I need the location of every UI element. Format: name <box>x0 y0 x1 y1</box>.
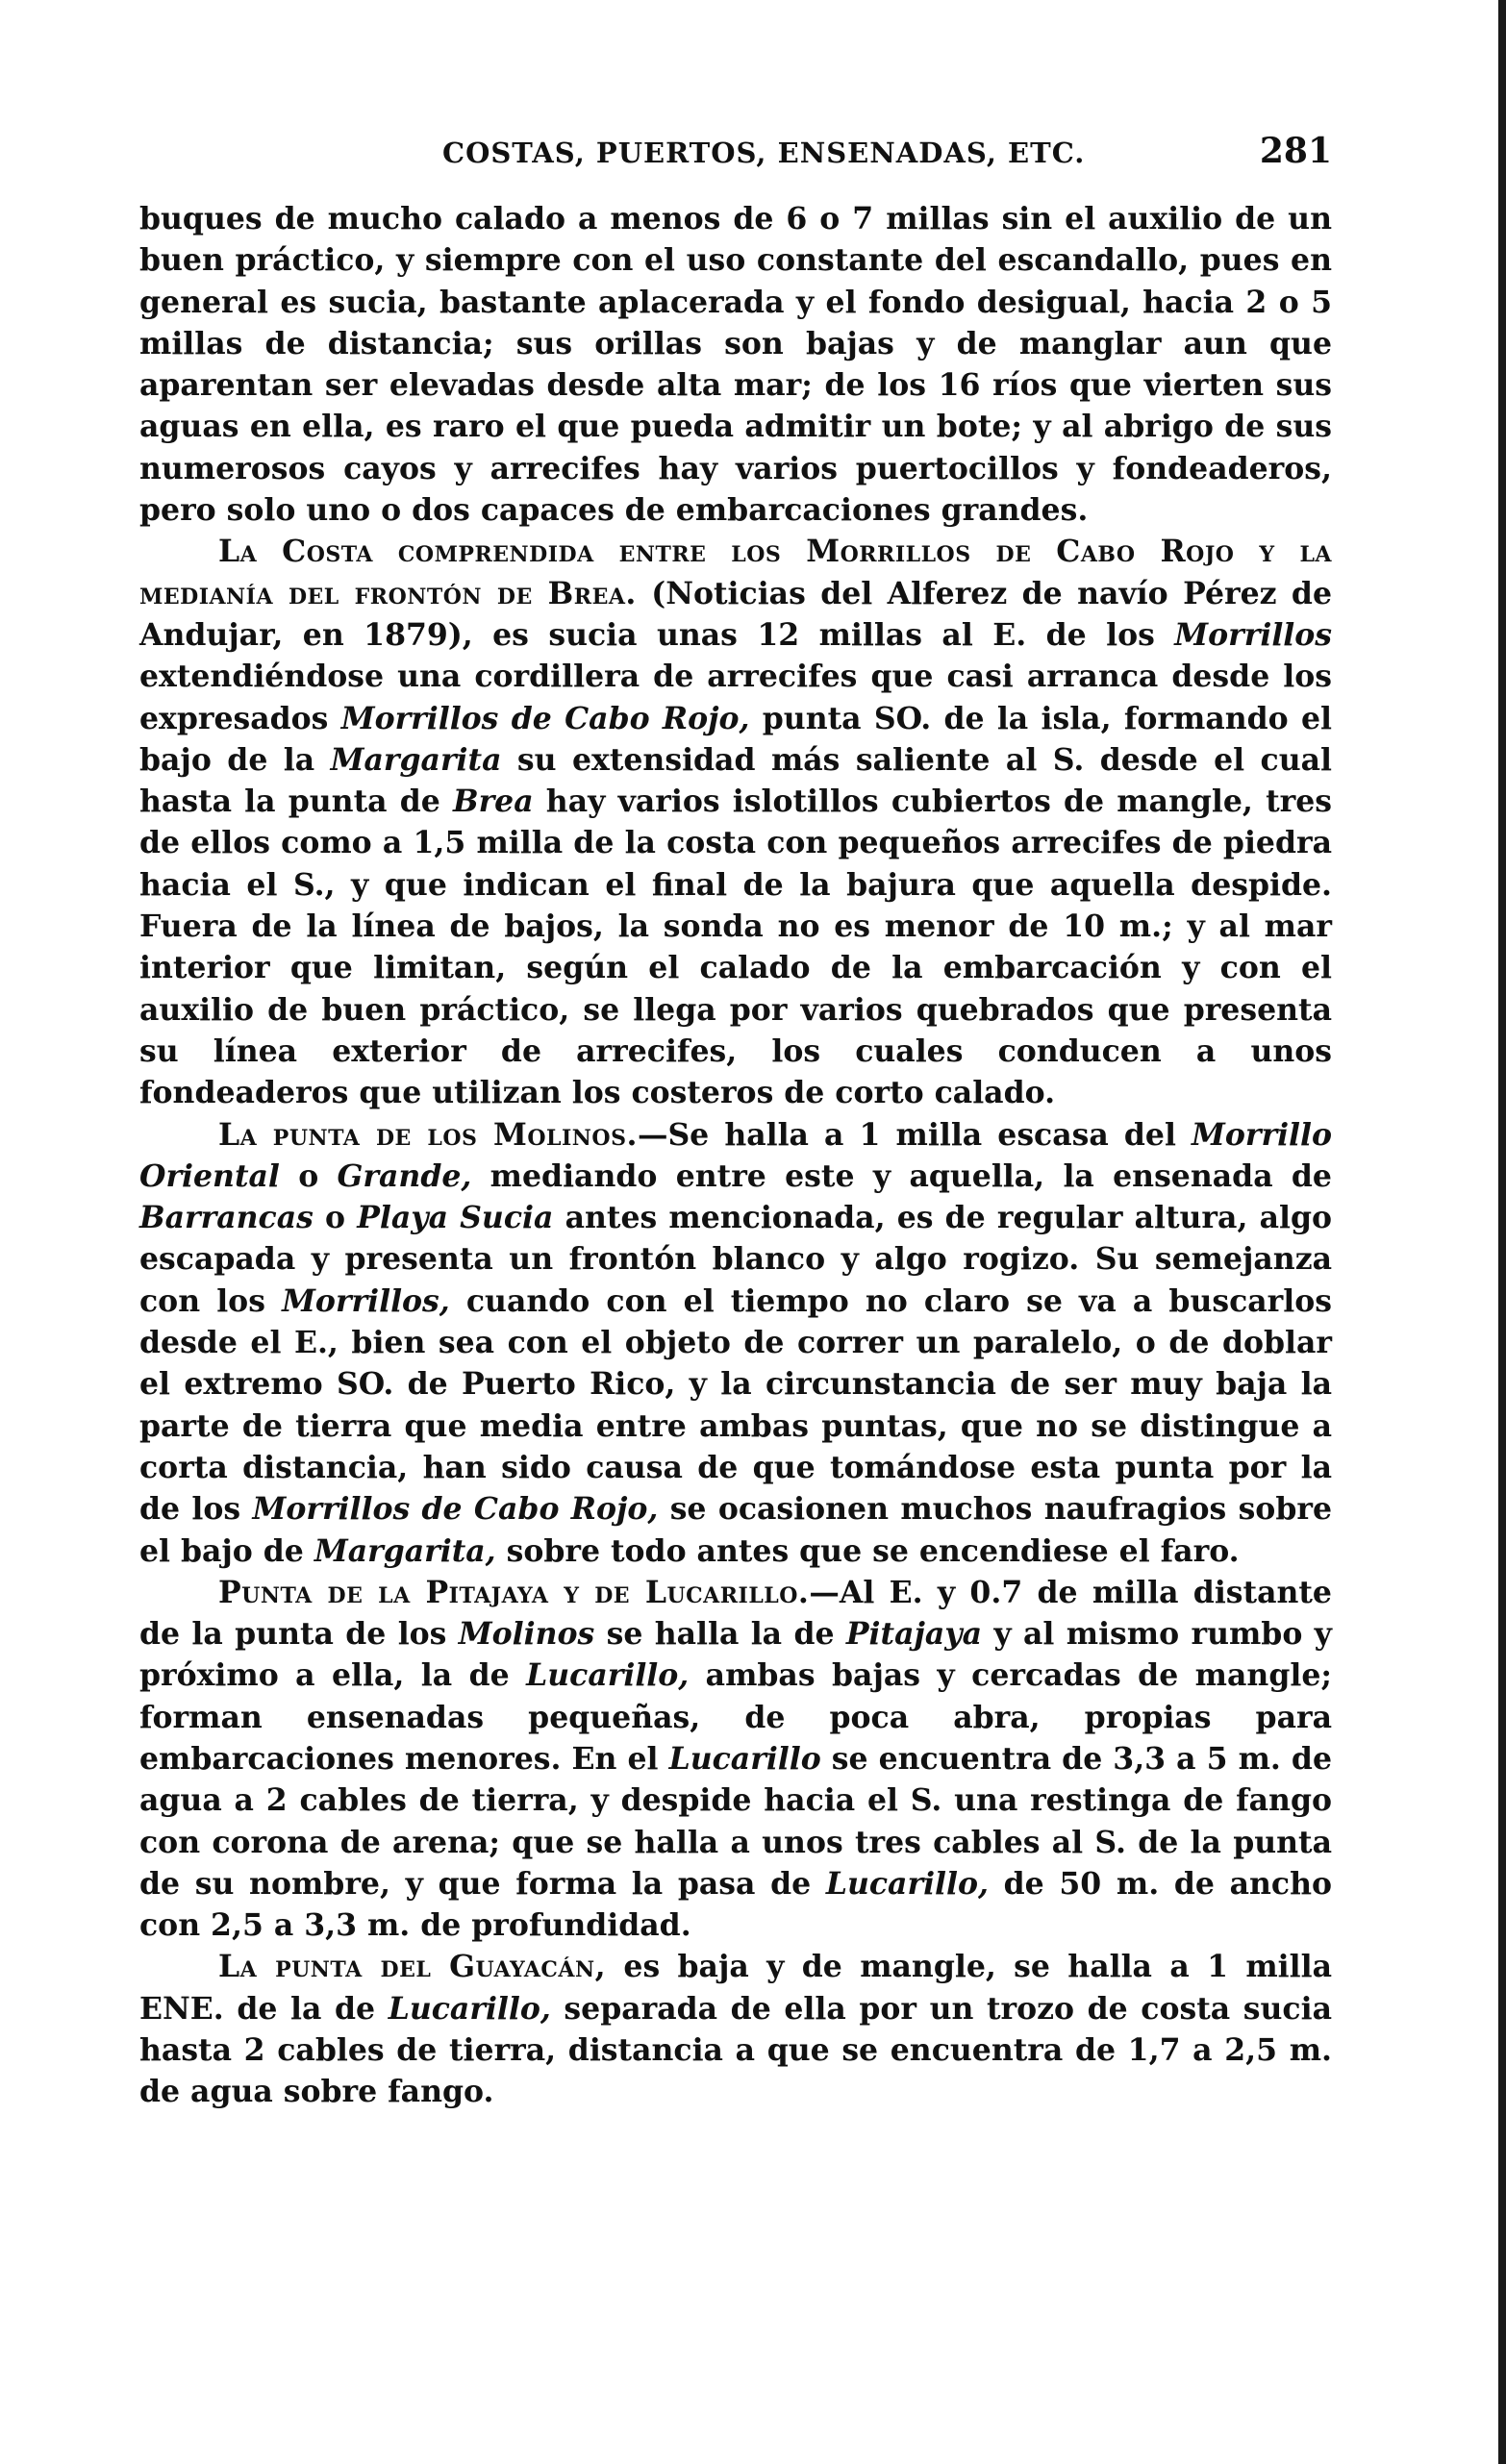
paragraph-text: sobre todo antes que se encendiese el faro. <box>495 1532 1240 1569</box>
place-name: Lucarillo, <box>388 1990 551 2027</box>
place-name: Morrillo Oriental <box>139 1116 1332 1194</box>
paragraph-text: de 50 m. de ancho con 2,5 a 3,3 m. de profundidad. <box>139 1865 1332 1944</box>
place-name: Margarita <box>330 741 502 778</box>
paragraph-text: cuando con el tiempo no claro se va a buscarlos desde el E., bien sea con el objeto de correr un paralelo, o de doblar el extremo SO. de Puerto Rico, y la circunstancia de ser muy baja la parte de tierra que media entre ambas puntas, que no se distingue a corta distancia, han sido causa de que tomándose esta punta por la de los <box>139 1282 1332 1528</box>
paragraph-text: su extensidad más saliente al S. desde el cual hasta la punta de <box>139 741 1333 820</box>
paragraph-text: se encuentra de 3,3 a 5 m. de agua a 2 cables de tierra, y despide hacia el S. una restinga de fango con corona de arena; que se halla a unos tres cables al S. de la punta de su nombre, y que forma la pasa de <box>139 1740 1332 1902</box>
section-heading: La punta de los Molinos. <box>218 1116 638 1153</box>
paragraph-costa-cabo-rojo <box>139 531 1332 1113</box>
scan-edge <box>1498 0 1506 2464</box>
place-name: Margarita, <box>314 1532 496 1569</box>
paragraph-punta-guayacan <box>139 1946 1332 2112</box>
paragraph-text: se halla la de <box>594 1616 846 1653</box>
place-name: Barrancas <box>139 1200 314 1236</box>
paragraph-text: antes mencionada, es de regular altura, algo escapada y presenta un frontón blanco y algo rogizo. Su semejanza con los <box>139 1200 1332 1319</box>
place-name: Morrillos <box>1174 616 1332 653</box>
place-name: Lucarillo, <box>825 1865 989 1902</box>
paragraph-text: —Al E. y 0.7 de milla distante de la punta de los <box>139 1574 1332 1653</box>
paragraph-text: o <box>279 1157 338 1194</box>
paragraph-text: ambas bajas y cercadas de mangle; forman ensenadas pequeñas, de poca abra, propias para embarcaciones menores. En el <box>139 1657 1332 1777</box>
paragraph-text: —Se halla a 1 milla escasa del <box>637 1116 1192 1153</box>
paragraph-text: hay varios islotillos cubiertos de mangle, tres de ellos como a 1,5 milla de la costa con pequeños arrecifes de piedra hacia el S., y que indican el final de la bajura que aquella despide. Fuera de la línea de bajos, la sonda no es menor de 10 m.; y al mar interior que limitan, según el calado de la embarcación y con el auxilio de buen práctico, se llega por varios quebrados que presenta su línea exterior de arrecifes, los cuales conducen a unos fondeaderos que utilizan los costeros de corto calado. <box>139 784 1332 1111</box>
running-head <box>139 123 1332 181</box>
paragraph-text: separada de ella por un trozo de costa sucia hasta 2 cables de tierra, distancia a que se encuentra de 1,7 a 2,5 m. de agua sobre fango. <box>139 1990 1332 2110</box>
section-heading: La punta del Guayacán, <box>218 1949 607 1985</box>
place-name: Molinos <box>458 1616 595 1653</box>
paragraph-text: es baja y de mangle, se halla a 1 milla ENE. de la de <box>139 1949 1332 2027</box>
page <box>139 123 1332 2113</box>
paragraph-text: (Noticias del Alferez de navío Pérez de Andujar, en 1879), es sucia unas 12 millas al E. de los <box>139 575 1332 653</box>
paragraph-text: o <box>313 1200 358 1236</box>
running-title: COSTAS, PUERTOS, ENSENADAS, ETC. <box>442 137 1086 169</box>
place-name: Lucarillo, <box>526 1657 690 1694</box>
section-heading: La Costa comprendida entre los Morrillos de Cabo Rojo y la medianía del frontón de Brea. <box>139 534 1332 611</box>
paragraph-text: punta SO. de la isla, formando el bajo de la <box>139 700 1332 778</box>
place-name: Pitajaya <box>845 1616 983 1653</box>
page-number: 281 <box>1259 131 1332 171</box>
place-name: Brea <box>452 784 534 820</box>
section-heading: Punta de la Pitajaya y de Lucarillo. <box>218 1574 810 1610</box>
paragraph-text: mediando entre este y aquella, la ensenada de <box>471 1157 1332 1194</box>
place-name: Morrillos de Cabo Rojo, <box>340 700 750 736</box>
paragraph-text: se ocasionen muchos naufragios sobre el bajo de <box>139 1491 1332 1569</box>
paragraph-pitajaya-lucarillo <box>139 1572 1332 1947</box>
paragraph-text: y al mismo rumbo y próximo a ella, la de <box>139 1616 1332 1694</box>
place-name: Grande, <box>337 1157 472 1194</box>
place-name: Morrillos de Cabo Rojo, <box>252 1491 659 1528</box>
place-name: Playa Sucia <box>357 1200 554 1236</box>
paragraph-text: buques de mucho calado a menos de 6 o 7 millas sin el auxilio de un buen práctico, y siempre con el uso constante del escandallo, pues en general es sucia, bastante aplacerada y el fondo desigual, hacia 2 o 5 millas de distancia; sus orillas son bajas y de manglar aun que aparentan ser elevadas desde alta mar; de los 16 ríos que vierten sus aguas en ella, es raro el que pueda admitir un bote; y al abrigo de sus numerosos cayos y arrecifes hay varios puertocillos y fondeaderos, pero solo uno o dos capaces de embarcaciones grandes. <box>139 201 1332 529</box>
paragraph-punta-molinos <box>139 1114 1332 1572</box>
paragraph-continuation <box>139 198 1332 531</box>
place-name: Lucarillo <box>668 1740 821 1777</box>
paragraph-text: extendiéndose una cordillera de arrecifes que casi arranca desde los expresados <box>139 659 1332 736</box>
place-name: Morrillos, <box>282 1282 450 1319</box>
